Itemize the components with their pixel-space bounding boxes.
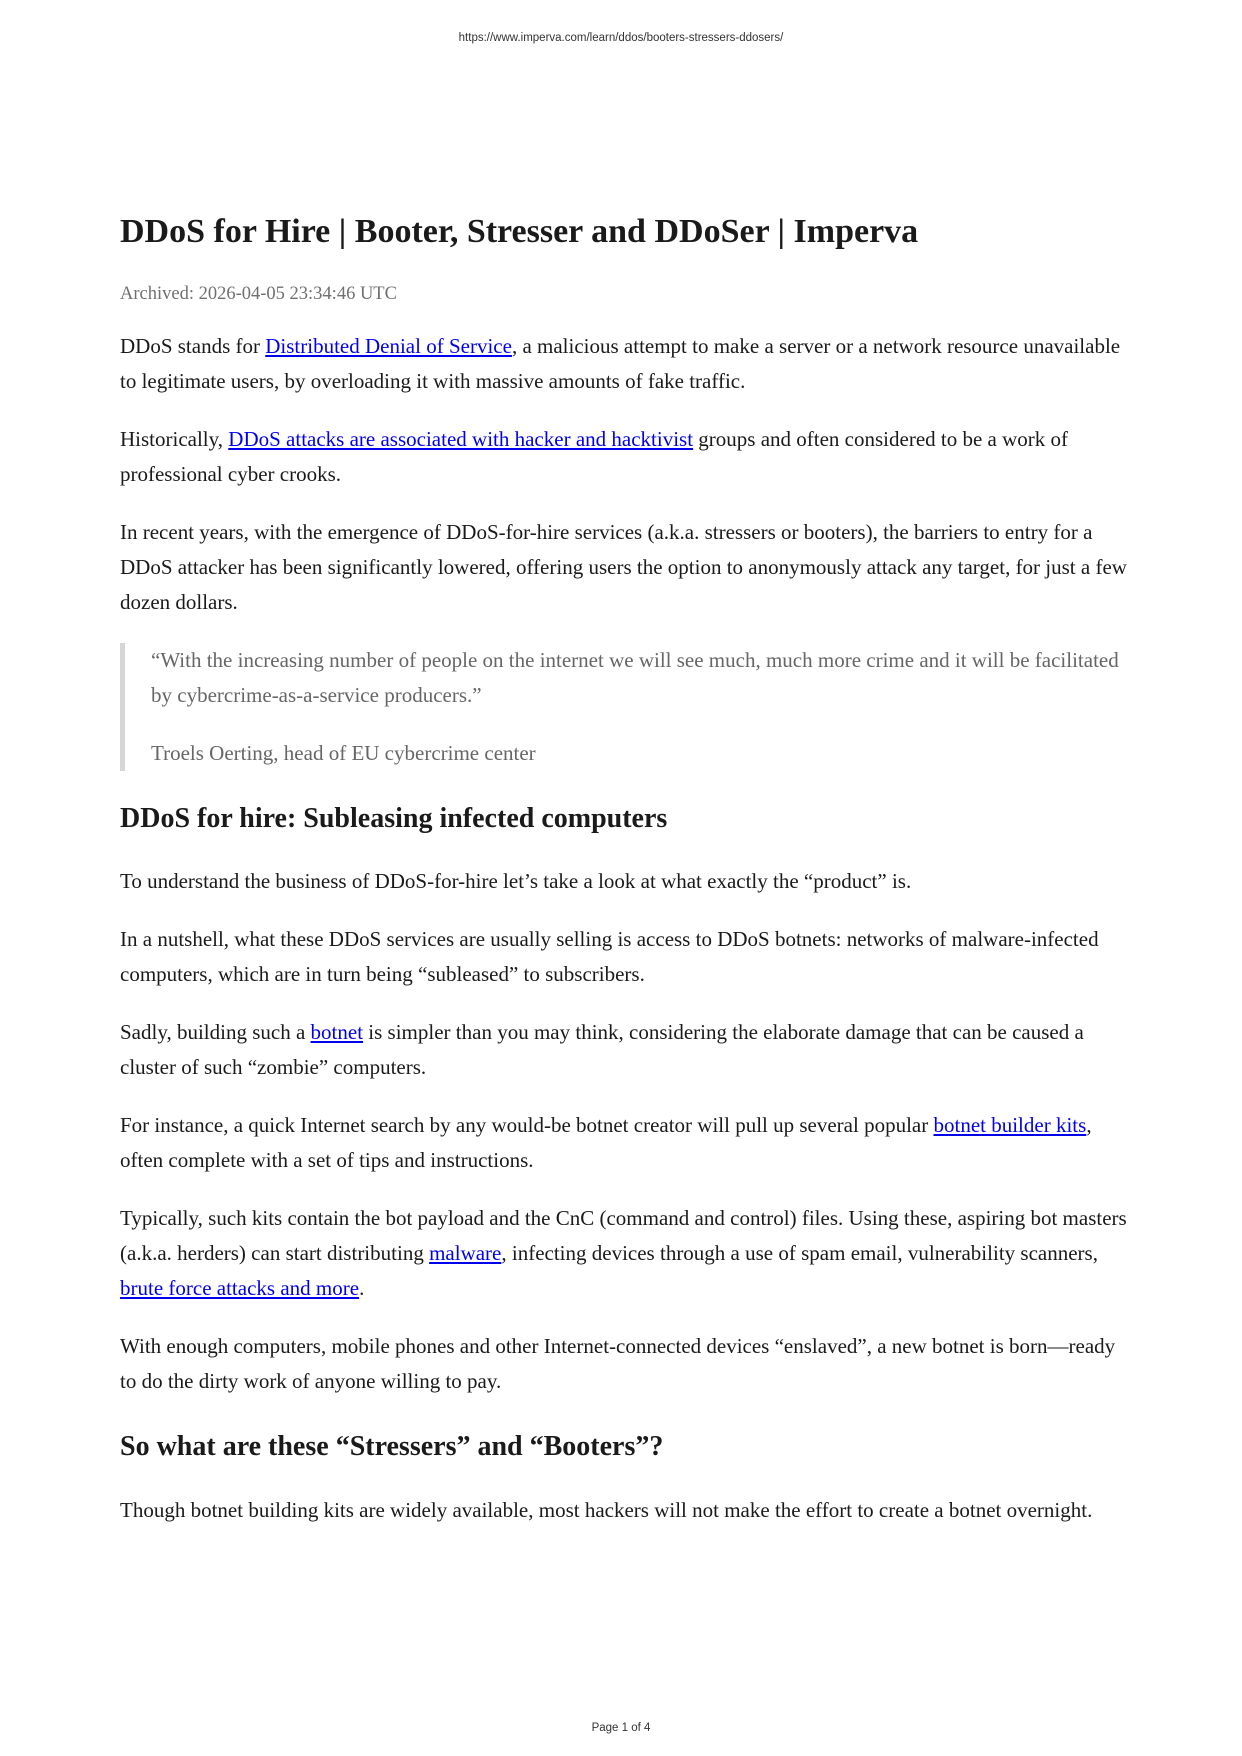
link-malware[interactable]: malware — [429, 1241, 502, 1266]
link-brute-force-attacks[interactable]: brute force attacks and more — [120, 1276, 360, 1301]
section1-paragraph-6: With enough computers, mobile phones and other Internet-connected devices “enslaved”, a new botnet is born—ready to do the dirty work of anyone willing to pay. — [120, 1334, 1116, 1394]
section2-paragraph-1: Though botnet building kits are widely available, most hackers will not make the effort to create a botnet overnight. — [120, 1497, 1093, 1522]
page-url-header: https://www.imperva.com/learn/ddos/booters-stressers-ddosers/ — [458, 32, 784, 44]
link-ddos-hacktivist[interactable]: DDoS attacks are associated with hacker and hacktivist — [228, 426, 694, 451]
article-content — [120, 212, 1130, 1551]
section1-paragraph-2: In a nutshell, what these DDoS services are usually selling is access to DDoS botnets: networks of malware-infected computers, which are in turn being “subleased” to subscribers. — [120, 927, 1099, 987]
page-number: Page 1 of 4 — [591, 1722, 651, 1734]
blockquote — [120, 643, 1130, 771]
archived-timestamp: Archived: 2026-04-05 23:34:46 UTC — [120, 283, 397, 304]
section1-paragraph-4: For instance, a quick Internet search by any would-be botnet creator will pull up several popular botnet builder kits, often complete with a set of tips and instructions. — [120, 1113, 1092, 1173]
link-botnet[interactable]: botnet — [310, 1020, 364, 1045]
quote-attribution: Troels Oerting, head of EU cybercrime center — [151, 740, 536, 765]
intro-paragraph-2: Historically, DDoS attacks are associated with hacker and hacktivist groups and often considered to be a work of professional cyber crooks. — [120, 426, 1069, 486]
link-distributed-denial-of-service[interactable]: Distributed Denial of Service — [265, 333, 512, 358]
section1-paragraph-3: Sadly, building such a botnet is simpler than you may think, considering the elaborate damage that can be caused a cluster of such “zombie” computers. — [120, 1020, 1084, 1080]
section1-paragraph-5: Typically, such kits contain the bot payload and the CnC (command and control) files. Using these, aspiring bot masters (a.k.a. herders) can start distributing malware, infecting devices through a use of spam email, vulnerability scanners, brute force attacks and more. — [120, 1206, 1127, 1301]
section-heading-stressers-booters: So what are these “Stressers” and “Booters”? — [120, 1431, 664, 1463]
page-title: DDoS for Hire | Booter, Stresser and DDoSer | Imperva — [120, 213, 919, 250]
link-botnet-builder-kits[interactable]: botnet builder kits — [933, 1113, 1087, 1138]
intro-paragraph-1: DDoS stands for Distributed Denial of Service, a malicious attempt to make a server or a network resource unavailable to legitimate users, by overloading it with massive amounts of fake traffic. — [120, 333, 1121, 393]
quote-text: “With the increasing number of people on the internet we will see much, much more crime and it will be facilitated by cybercrime-as-a-service producers.” — [151, 647, 1119, 707]
intro-paragraph-3: In recent years, with the emergence of DDoS-for-hire services (a.k.a. stressers or booters), the barriers to entry for a DDoS attacker has been significantly lowered, offering users the option to anonymously attack any target, for just a few dozen dollars. — [120, 519, 1127, 614]
section1-paragraph-1: To understand the business of DDoS-for-hire let’s take a look at what exactly the “product” is. — [120, 869, 912, 894]
section-heading-ddos-for-hire: DDoS for hire: Subleasing infected computers — [120, 802, 668, 834]
